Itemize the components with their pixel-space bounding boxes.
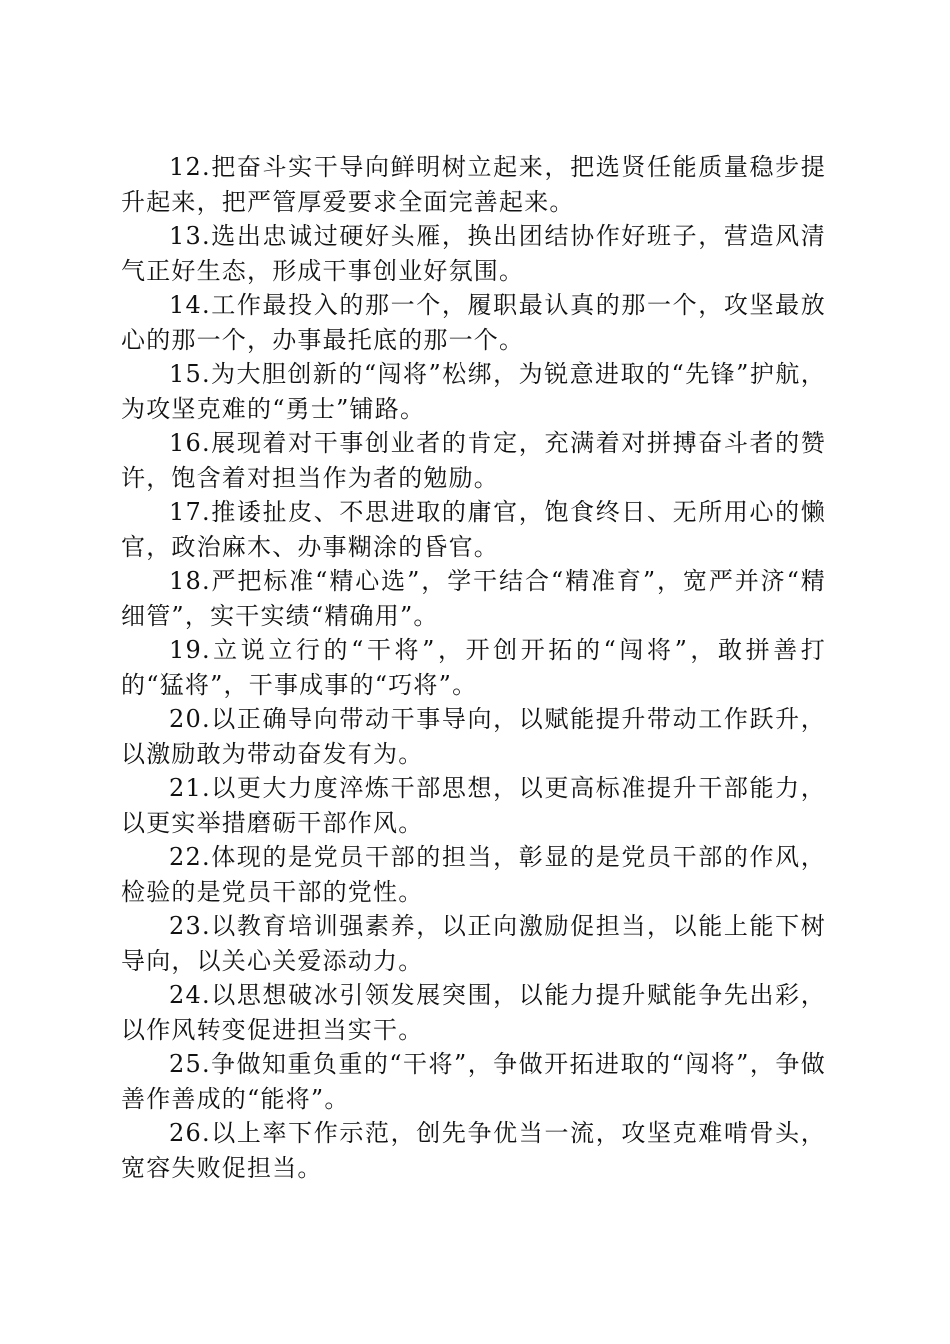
paragraph-22: 22.体现的是党员干部的担当，彰显的是党员干部的作风，检验的是党员干部的党性。: [121, 843, 826, 906]
paragraph-23: 23.以教育培训强素养，以正向激励促担当，以能上能下树导向，以关心关爱添动力。: [121, 912, 826, 975]
paragraph-17: 17.推诿扯皮、不思进取的庸官，饱食终日、无所用心的懒官，政治麻木、办事糊涂的昏官。: [121, 498, 826, 561]
paragraph-25: 25.争做知重负重的“干将”，争做开拓进取的“闯将”，争做善作善成的“能将”。: [121, 1050, 826, 1113]
paragraph-18: 18.严把标准“精心选”，学干结合“精准育”，宽严并济“精细管”，实干实绩“精确用”。: [121, 567, 826, 630]
document-body: [121, 150, 826, 1185]
paragraph-14: 14.工作最投入的那一个，履职最认真的那一个，攻坚最放心的那一个，办事最托底的那一个。: [121, 291, 826, 354]
paragraph-26: 26.以上率下作示范，创先争优当一流，攻坚克难啃骨头，宽容失败促担当。: [121, 1119, 826, 1182]
paragraph-20: 20.以正确导向带动干事导向，以赋能提升带动工作跃升，以激励敢为带动奋发有为。: [121, 705, 826, 768]
paragraph-19: 19.立说立行的“干将”，开创开拓的“闯将”，敢拼善打的“猛将”，干事成事的“巧将”。: [121, 636, 826, 699]
paragraph-12: 12.把奋斗实干导向鲜明树立起来，把选贤任能质量稳步提升起来，把严管厚爱要求全面完善起来。: [121, 153, 826, 216]
paragraph-16: 16.展现着对干事创业者的肯定，充满着对拼搏奋斗者的赞许，饱含着对担当作为者的勉励。: [121, 429, 826, 492]
paragraph-24: 24.以思想破冰引领发展突围，以能力提升赋能争先出彩，以作风转变促进担当实干。: [121, 981, 826, 1044]
paragraph-13: 13.选出忠诚过硬好头雁，换出团结协作好班子，营造风清气正好生态，形成干事创业好氛围。: [121, 222, 826, 285]
paragraph-21: 21.以更大力度淬炼干部思想，以更高标准提升干部能力，以更实举措磨砺干部作风。: [121, 774, 826, 837]
paragraph-15: 15.为大胆创新的“闯将”松绑，为锐意进取的“先锋”护航，为攻坚克难的“勇士”铺路。: [121, 360, 826, 423]
